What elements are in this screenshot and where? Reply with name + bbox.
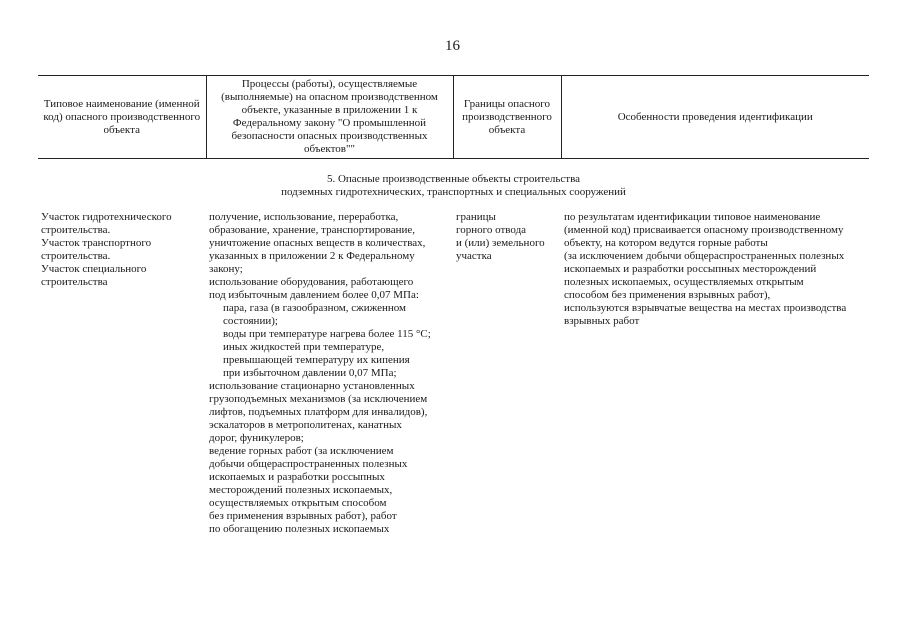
text-line: Участок специального [41,263,147,275]
text-line: ведение горных работ (за исключением [209,445,394,457]
cell-identification-features [561,211,869,536]
section-title-line-2: подземных гидротехнических, транспортных и специальных сооружений [281,186,626,198]
text-line: превышающей температуру их кипения [223,354,410,366]
text-line: по результатам идентификации типовое наименование [564,211,821,223]
identification-table [38,75,869,536]
text-line: (именной код) присваивается опасному производственному [564,224,844,236]
text-line: (за исключением добычи общераспространенных полезных [564,250,845,262]
text-line: иных жидкостей при температуре, [223,341,385,353]
text-line: пара, газа (в газообразном, сжиженном [223,302,406,314]
text-line: и (или) земельного [456,237,545,249]
text-line: Участок транспортного [41,237,152,249]
text-line: получение, использование, переработка, [209,211,399,223]
text-line: использование оборудования, работающего [209,276,414,288]
section-title-line-1: 5. Опасные производственные объекты строительства [326,173,581,185]
text-line: воды при температуре нагрева более 115 °С; [223,328,431,340]
text-line: месторождений полезных ископаемых, [209,484,393,496]
text-line: указанных в приложении 2 к Федеральному [209,250,415,262]
text-line: границы [456,211,496,223]
cell-boundaries [453,211,561,536]
text-line: осуществляемых открытым способом [209,497,387,509]
text-line: грузоподъемных механизмов (за исключением [209,393,428,405]
text-line: используются взрывчатые вещества на местах производства [564,302,847,314]
text-line: строительства [41,276,108,288]
text-line: использование стационарно установленных [209,380,415,392]
text-line: взрывных работ [564,315,640,327]
text-line: добычи общераспространенных полезных [209,458,408,470]
text-line: Участок гидротехнического [41,211,172,223]
text-line: строительства. [41,250,111,262]
section-title-row [38,159,869,212]
text-line: ископаемых и разработки россыпных месторождений [564,263,817,275]
text-line: полезных ископаемых, осуществляемых открытым [564,276,804,288]
header-boundaries: Границы опасного производственного объекта [453,76,561,159]
page-number: 16 [445,38,460,54]
text-line: ископаемых и разработки россыпных [209,471,385,483]
text-line: образование, хранение, транспортирование, [209,224,416,236]
cell-processes [206,211,453,536]
header-type-name: Типовое наименование (именной код) опасного производственного объекта [38,76,206,159]
table-row [38,211,869,536]
text-line: при избыточном давлении 0,07 МПа; [223,367,397,379]
text-line: лифтов, подъемных платформ для инвалидов), [209,406,428,418]
text-line: закону; [209,263,243,275]
text-line: объекту, на котором ведутся горные работы [564,237,768,249]
text-line: строительства. [41,224,111,236]
text-line: без применения взрывных работ), работ [209,510,397,522]
cell-type-name [38,211,206,536]
header-identification-features: Особенности проведения идентификации [561,76,869,159]
section-title [38,159,869,212]
text-line: по обогащению полезных ископаемых [209,523,390,535]
text-line: способом без применения взрывных работ), [564,289,771,301]
table-header-row [38,76,869,159]
text-line: горного отвода [456,224,527,236]
text-line: под избыточным давлением более 0,07 МПа: [209,289,419,301]
text-line: состоянии); [223,315,278,327]
text-line: участка [456,250,492,262]
header-processes: Процессы (работы), осуществляемые (выполняемые) на опасном производственном объекте, указанные в приложении 1 к Федеральному закону "О промышленной безопасности опасных производственных объектов"" [206,76,453,159]
text-line: уничтожение опасных веществ в количествах, [209,237,426,249]
text-line: эскалаторов в метрополитенах, канатных [209,419,402,431]
text-line: дорог, фуникулеров; [209,432,304,444]
